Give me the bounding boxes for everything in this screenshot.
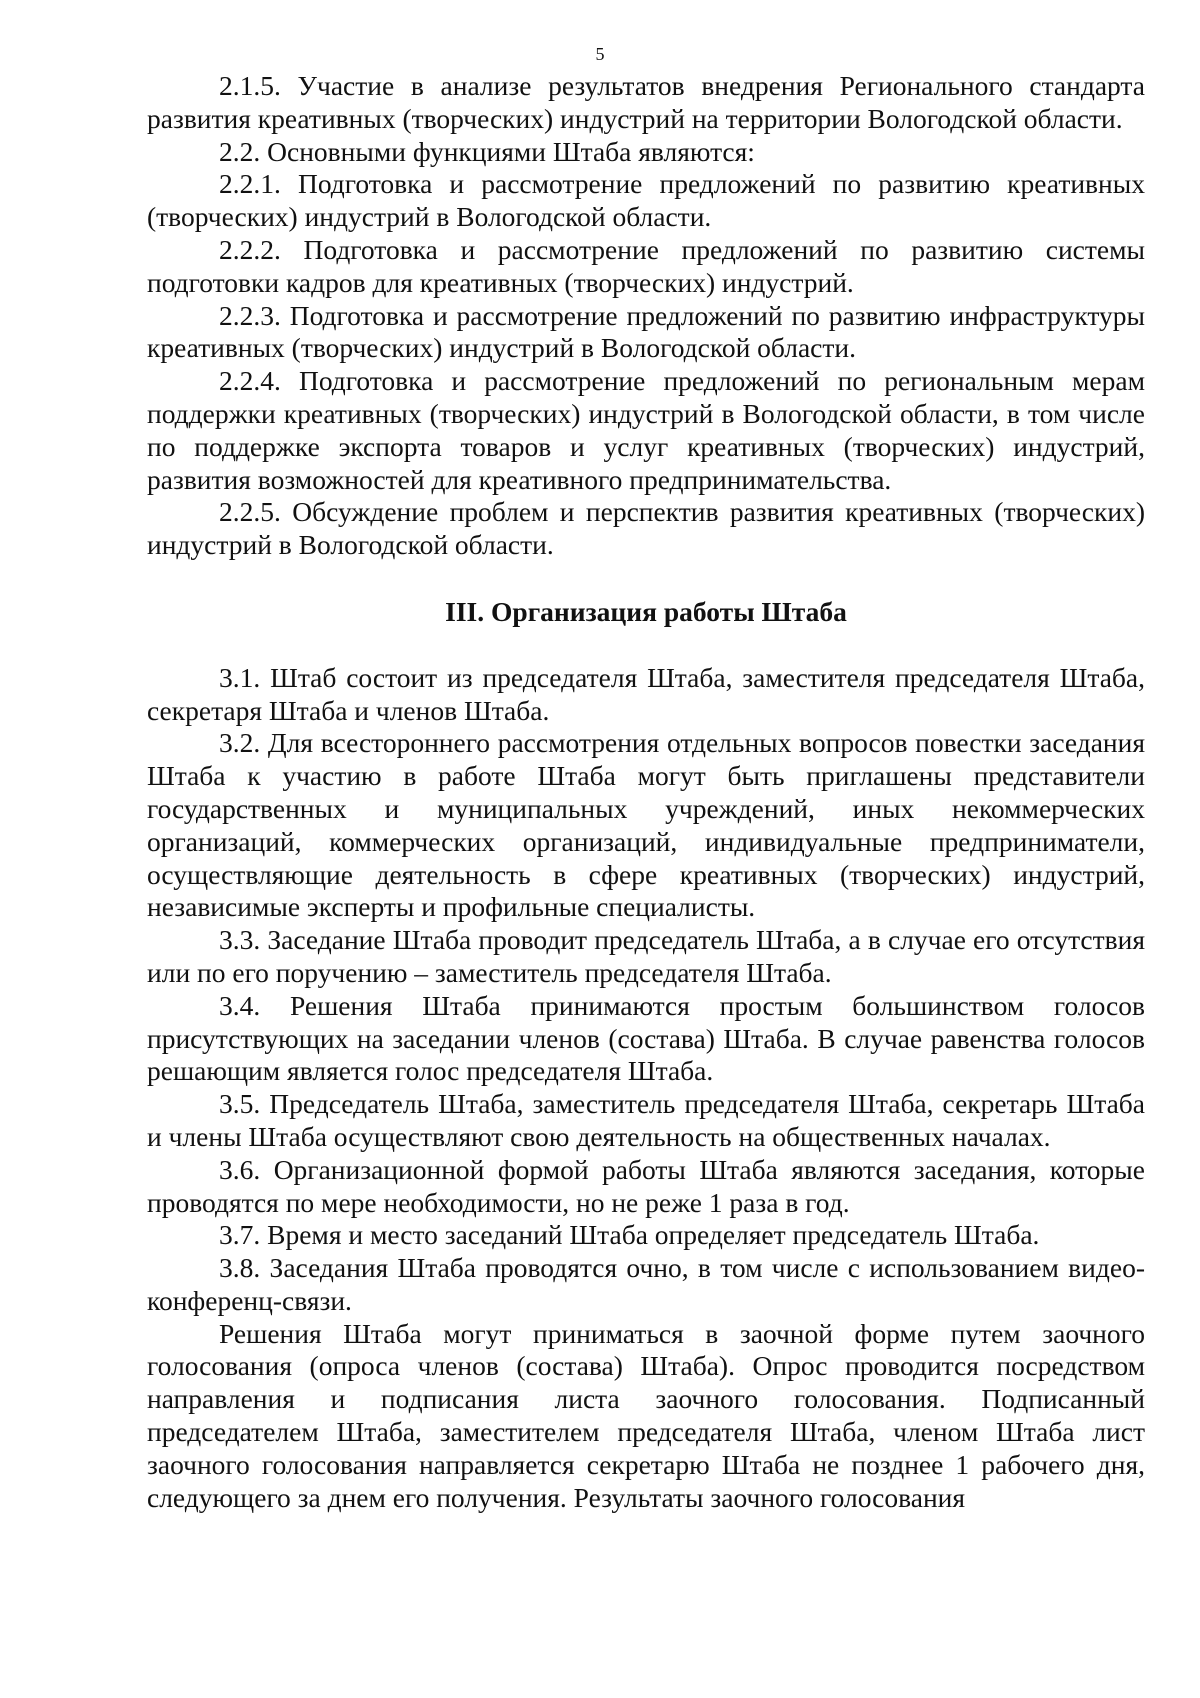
- paragraph-2-1-5: 2.1.5. Участие в анализе результатов внедрения Регионального стандарта развития креативных (творческих) индустрий на территории Вологодской области.: [147, 70, 1145, 134]
- paragraph-3-8: 3.8. Заседания Штаба проводятся очно, в том числе с использованием видео-конференц-связи.: [147, 1252, 1145, 1316]
- paragraph-2-2-1: 2.2.1. Подготовка и рассмотрение предложений по развитию креативных (творческих) индустрий в Вологодской области.: [147, 168, 1145, 233]
- paragraph-absentee-voting: Решения Штаба могут приниматься в заочной форме путем заочного голосования (опроса членов (состава) Штаба). Опрос проводится посредством направления и подписания листа заочного голосования. Подписанный председателем Штаба, заместителем председателя Штаба, членом Штаба лист заочного голосования направляется секретарю Штаба не позднее 1 рабочего дня, следующего за днем его получения. Результаты заочного голосования: [147, 1317, 1145, 1513]
- section-heading: III. Организация работы Штаба: [445, 595, 847, 627]
- page-number: 5: [595, 44, 605, 64]
- paragraph-2-2-5: 2.2.5. Обсуждение проблем и перспектив развития креативных (творческих) индустрий в Вологодской области.: [147, 496, 1145, 561]
- paragraph-3-1: 3.1. Штаб состоит из председателя Штаба, заместителя председателя Штаба, секретаря Штаба и членов Штаба.: [147, 661, 1145, 726]
- paragraph-3-3: 3.3. Заседание Штаба проводит председатель Штаба, а в случае его отсутствия или по его поручению – заместитель председателя Штаба.: [147, 924, 1145, 988]
- document-body: [147, 70, 1145, 1514]
- paragraph-2-2-2: 2.2.2. Подготовка и рассмотрение предложений по развитию системы подготовки кадров для креативных (творческих) индустрий.: [147, 233, 1145, 298]
- paragraph-3-6: 3.6. Организационной формой работы Штаба являются заседания, которые проводятся по мере необходимости, но не реже 1 раза в год.: [147, 1153, 1145, 1218]
- paragraph-3-4: 3.4. Решения Штаба принимаются простым большинством голосов присутствующих на заседании членов (состава) Штаба. В случае равенства голосов решающим является голос председателя Штаба.: [147, 989, 1145, 1087]
- paragraph-2-2-3: 2.2.3. Подготовка и рассмотрение предложений по развитию инфраструктуры креативных (творческих) индустрий в Вологодской области.: [147, 299, 1145, 364]
- paragraph-3-7: 3.7. Время и место заседаний Штаба определяет председатель Штаба.: [219, 1219, 1040, 1251]
- paragraph-3-2: 3.2. Для всестороннего рассмотрения отдельных вопросов повестки заседания Штаба к участию в работе Штаба могут быть приглашены представители государственных и муниципальных учреждений, иных некоммерческих организаций, коммерческих организаций, индивидуальные предприниматели, осуществляющие деятельность в сфере креативных (творческих) индустрий, независимые эксперты и профильные специалисты.: [147, 727, 1145, 923]
- paragraph-2-2-4: 2.2.4. Подготовка и рассмотрение предложений по региональным мерам поддержки креативных (творческих) индустрий в Вологодской области, в том числе по поддержке экспорта товаров и услуг креативных (творческих) индустрий, развития возможностей для креативного предпринимательства.: [147, 365, 1145, 495]
- paragraph-3-5: 3.5. Председатель Штаба, заместитель председателя Штаба, секретарь Штаба и члены Штаба осуществляют свою деятельность на общественных началах.: [147, 1088, 1145, 1152]
- paragraph-2-2: 2.2. Основными функциями Штаба являются:: [219, 135, 755, 167]
